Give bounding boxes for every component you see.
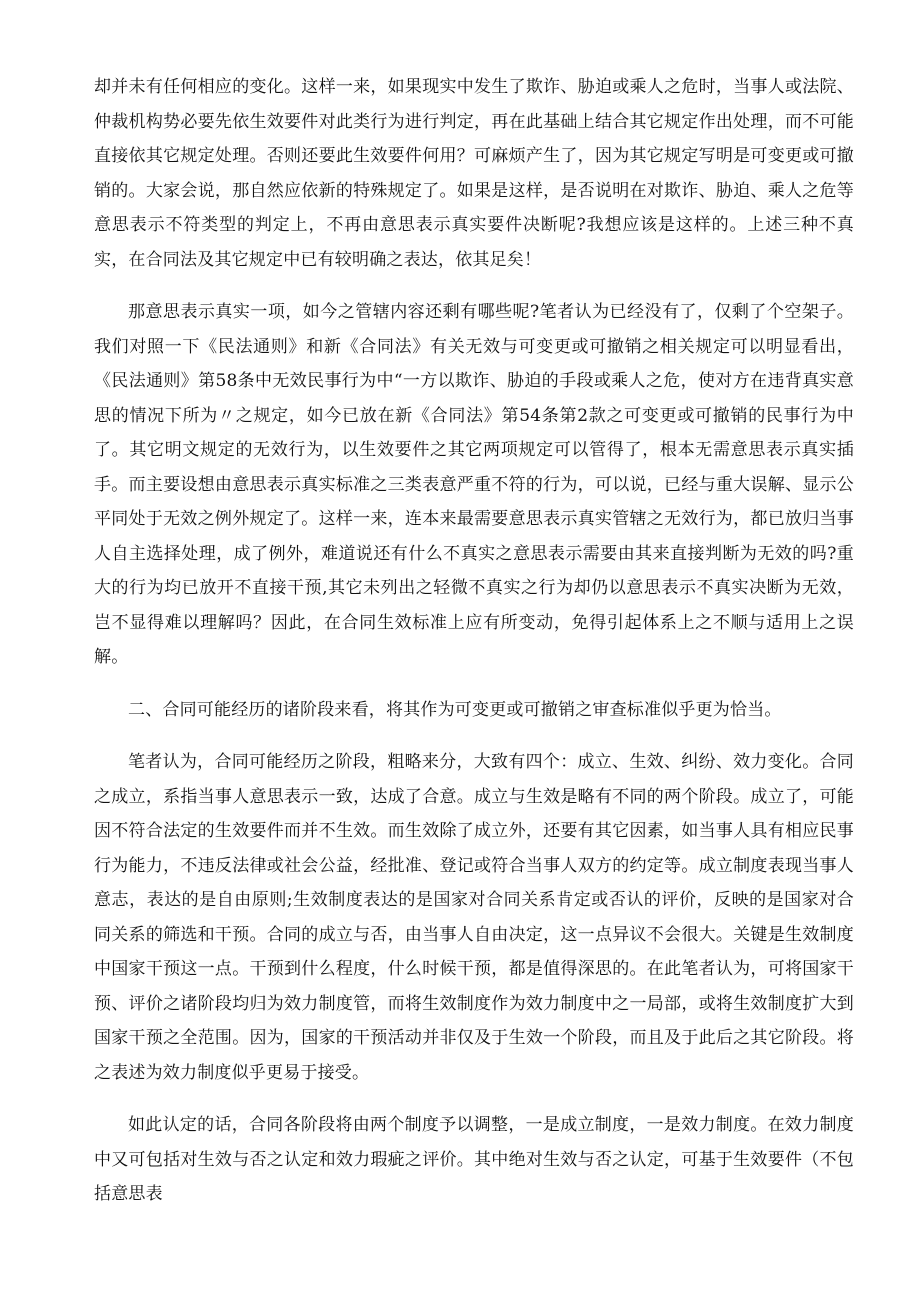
document-page bbox=[94, 70, 854, 1212]
paragraph-contract-stages: 笔者认为，合同可能经历之阶段，粗略来分，大致有四个：成立、生效、纠纷、效力变化。合同之成立，系指当事人意思表示一致，达成了合意。成立与生效是略有不同的两个阶段。成立了，可能因不符合法定的生效要件而并不生效。而生效除了成立外，还要有其它因素，如当事人具有相应民事行为能力，不违反法律或社会公益，经批准、登记或符合当事人双方的约定等。成立制度表现当事人意志，表达的是自由原则;生效制度表达的是国家对合同关系肯定或否认的评价，反映的是国家对合同关系的筛选和干预。合同的成立与否，由当事人自由决定，这一点异议不会很大。关键是生效制度中国家干预这一点。干预到什么程度，什么时候干预，都是值得深思的。在此笔者认为，可将国家干预、评价之诸阶段均归为效力制度管，而将生效制度作为效力制度中之一局部，或将生效制度扩大到国家干预之全范围。因为，国家的干预活动并非仅及于生效一个阶段，而且及于此后之其它阶段。将之表述为效力制度似乎更易于接受。 bbox=[94, 752, 854, 1083]
section-heading-two: 二、合同可能经历的诸阶段来看，将其作为可变更或可撤销之审查标准似乎更为恰当。 bbox=[128, 699, 782, 720]
paragraph-continuation: 却并未有任何相应的变化。这样一来，如果现实中发生了欺诈、胁迫或乘人之危时，当事人或法院、仲裁机构势必要先依生效要件对此类行为进行判定，再在此基础上结合其它规定作出处理，而不可能直接依其它规定处理。否则还要此生效要件何用？可麻烦产生了，因为其它规定写明是可变更或可撤销的。大家会说，那自然应依新的特殊规定了。如果是这样，是否说明在对欺诈、胁迫、乘人之危等意思表示不符类型的判定上，不再由意思表示真实要件决断呢?我想应该是这样的。上述三种不真实，在合同法及其它规定中已有较明确之表达，依其足矣！ bbox=[94, 77, 854, 270]
paragraph-two-systems: 如此认定的话，合同各阶段将由两个制度予以调整，一是成立制度，一是效力制度。在效力制度中又可包括对生效与否之认定和效力瑕疵之评价。其中绝对生效与否之认定，可基于生效要件（不包括意思表 bbox=[94, 1115, 854, 1204]
paragraph-meaning-expression: 那意思表示真实一项，如今之管辖内容还剩有哪些呢?笔者认为已经没有了，仅剩了个空架子。我们对照一下《民法通则》和新《合同法》有关无效与可变更或可撤销之相关规定可以明显看出，《民法通则》第58条中无效民事行为中“一方以欺诈、胁迫的手段或乘人之危，使对方在违背真实意思的情况下所为〃之规定，如今已放在新《合同法》第54条第2款之可变更或可撤销的民事行为中了。其它明文规定的无效行为，以生效要件之其它两项规定可以管得了，根本无需意思表示真实插手。而主要设想由意思表示真实标准之三类表意严重不符的行为，可以说，已经与重大误解、显示公平同处于无效之例外规定了。这样一来，连本来最需要意思表示真实管辖之无效行为，都已放归当事人自主选择处理，成了例外，难道说还有什么不真实之意思表示需要由其来直接判断为无效的吗?重大的行为均已放开不直接干预,其它未列出之轻微不真实之行为却仍以意思表示不真实决断为无效，岂不显得难以理解吗？因此，在合同生效标准上应有所变动，免得引起体系上之不顺与适用上之误解。 bbox=[94, 302, 854, 667]
